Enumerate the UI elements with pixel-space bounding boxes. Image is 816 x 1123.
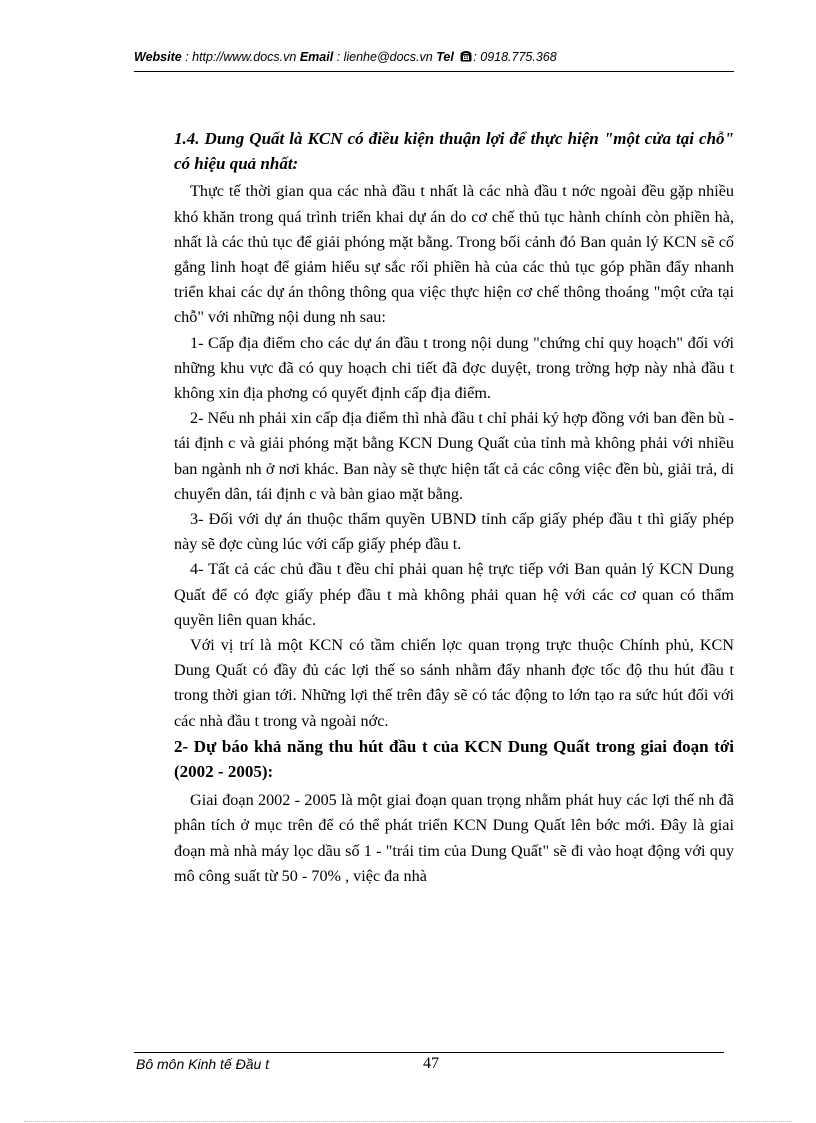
section-heading-1-4: 1.4. Dung Quất là KCN có điều kiện thuận lợi để thực hiện "một cửa tại chỗ" có hiệu quả nhất:: [174, 129, 734, 174]
website-label: Website: [134, 50, 182, 64]
tel-label: Tel: [436, 50, 454, 64]
page-number: 47: [423, 1055, 439, 1072]
list-item: 2- Nếu nh phải xin cấp địa điểm thì nhà đầu t chỉ phải ký hợp đồng với ban đền bù - tái định c và giải phóng mặt bằng KCN Dung Quất của tỉnh mà không phải với nhiều ban ngành nh ở nơi khác. Ban này sẽ thực hiện tất cả các công việc đền bù, giải trả, di chuyển dân, tái định c và bàn giao mặt bằng.: [174, 409, 734, 503]
email-value: : lienhe@docs.vn: [333, 50, 437, 64]
paragraph-section-2: Giai đoạn 2002 - 2005 là một giai đoạn quan trọng nhằm phát huy các lợi thế nh đã phân tích ở mục trên để có thể phát triển KCN Dung Quất lên bớc mới. Đây là giai đoạn mà nhà máy lọc dầu số 1 - "trái tim của Dung Quất" sẽ đi vào hoạt động với quy mô công suất từ 50 - 70% , việc đa nhà: [174, 791, 734, 885]
page-header: [134, 50, 734, 65]
paragraph-intro: Thực tế thời gian qua các nhà đầu t nhất là các nhà đầu t nớc ngoài đều gặp nhiều khó khăn trong quá trình triển khai dự án do cơ chế thủ tục hành chính còn phiền hà, nhất là các thủ tục để giải phóng mặt bằng. Trong bối cảnh đó Ban quản lý KCN sẽ cố gắng linh hoạt để giảm hiểu sự sắc rối phiền hà của các thủ tục góp phần đẩy nhanh triển khai các dự án thông thông qua việc thực hiện cơ chế thông thoáng "một cửa tại chỗ" với những nội dung nh sau:: [174, 182, 734, 327]
section-heading-2: 2- Dự báo khả năng thu hút đầu t của KCN Dung Quất trong giai đoạn tới (2002 - 2005):: [174, 736, 734, 782]
tel-value: : 0918.775.368: [473, 50, 557, 64]
page-bottom-border: [24, 1121, 792, 1122]
list-item: 1- Cấp địa điểm cho các dự án đầu t trong nội dung "chứng chỉ quy hoạch" đối với những khu vực đã có quy hoạch chi tiết đã đợc duyệt, trong trờng hợp này nhà đầu t không xin địa phơng có quyết định cấp địa điểm.: [174, 333, 734, 403]
email-label: Email: [299, 50, 334, 64]
header-rule: [134, 71, 734, 72]
list-item: 3- Đối với dự án thuộc thẩm quyền UBND tỉnh cấp giấy phép đầu t thì giấy phép này sẽ đợc cùng lúc với cấp giấy phép đầu t.: [174, 510, 734, 554]
website-value: : http://www.docs.vn: [181, 50, 300, 64]
page-body: [174, 126, 734, 889]
phone-icon: [460, 51, 472, 65]
footer-rule: [134, 1052, 724, 1053]
footer-department: Bô môn Kinh tế Đầu t: [136, 1056, 270, 1072]
paragraph-closing: Với vị trí là một KCN có tầm chiến lợc quan trọng trực thuộc Chính phủ, KCN Dung Quất có đầy đủ các lợi thế so sánh nhằm đẩy nhanh đợc tốc độ thu hút đầu t trong thời gian tới. Những lợi thế trên đây sẽ có tác động to lớn tạo ra sức hút đối với các nhà đầu t trong và ngoài nớc.: [174, 636, 734, 730]
list-item: 4- Tất cả các chủ đầu t đều chỉ phải quan hệ trực tiếp với Ban quản lý KCN Dung Quất để có đợc giấy phép đầu t mà không phải quan hệ với các cơ quan có thẩm quyền liên quan khác.: [174, 560, 734, 629]
